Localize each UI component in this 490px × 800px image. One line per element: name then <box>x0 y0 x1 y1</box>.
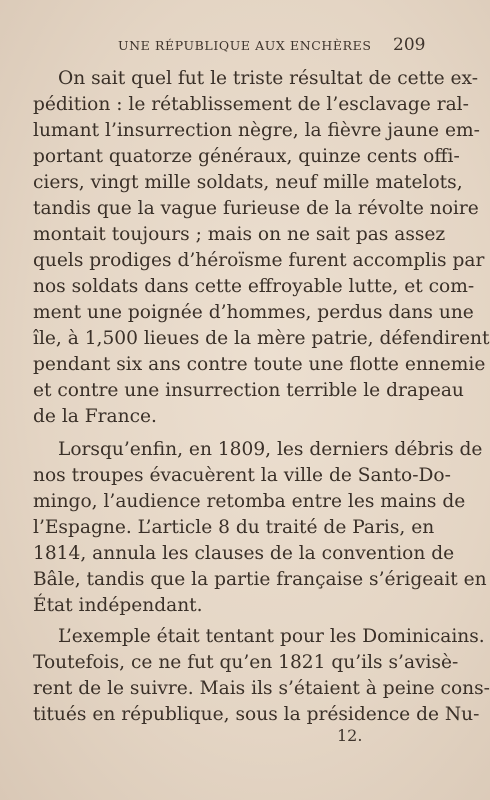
paragraph-2-line-6: Bâle, tandis que la partie française s’érigeait en <box>33 569 487 590</box>
paragraph-3-line-4: titués en république, sous la présidence de Nu- <box>33 704 480 725</box>
paragraph-1-line-3: lumant l’insurrection nègre, la fièvre jaune em- <box>33 120 480 141</box>
paragraph-2-line-2: nos troupes évacuèrent la ville de Santo-Do- <box>33 465 451 486</box>
paragraph-1-line-10: ment une poignée d’hommes, perdus dans une <box>33 302 474 323</box>
printer-signature-mark: 12. <box>337 726 363 745</box>
paragraph-2-line-4: l’Espagne. L’article 8 du traité de Paris, en <box>33 517 435 538</box>
paragraph-1-line-11: île, à 1,500 lieues de la mère patrie, défendirent <box>33 328 490 349</box>
paragraph-1-line-4: portant quatorze généraux, quinze cents offi- <box>33 146 460 167</box>
paragraph-1-line-12: pendant six ans contre toute une flotte ennemie <box>33 354 486 375</box>
paragraph-1-line-6: tandis que la vague furieuse de la révolte noire <box>33 198 479 219</box>
paragraph-2-line-5: 1814, annula les clauses de la convention de <box>33 543 455 564</box>
page-number: 209 <box>393 35 426 55</box>
paragraph-2-line-1: Lorsqu’enfin, en 1809, les derniers débris de <box>58 439 483 460</box>
paragraph-1-line-1: On sait quel fut le triste résultat de cette ex- <box>58 68 478 89</box>
paragraph-3-line-3: rent de le suivre. Mais ils s’étaient à peine cons- <box>33 678 490 699</box>
paragraph-1-line-2: pédition : le rétablissement de l’esclavage ral- <box>33 94 469 115</box>
paragraph-2-line-7: État indépendant. <box>33 595 203 616</box>
paragraph-1-line-14: de la France. <box>33 406 157 427</box>
paragraph-1-line-7: montait toujours ; mais on ne sait pas assez <box>33 224 446 245</box>
paragraph-1-line-9: nos soldats dans cette effroyable lutte, et com- <box>33 276 475 297</box>
paragraph-1-line-8: quels prodiges d’héroïsme furent accomplis par <box>33 250 485 271</box>
paragraph-2-line-3: mingo, l’audience retomba entre les mains de <box>33 491 466 512</box>
paragraph-1-line-13: et contre une insurrection terrible le drapeau <box>33 380 464 401</box>
paragraph-3-line-1: L’exemple était tentant pour les Dominicains. <box>58 626 485 647</box>
running-title: UNE RÉPUBLIQUE AUX ENCHÈRES <box>118 38 372 53</box>
paragraph-1-line-5: ciers, vingt mille soldats, neuf mille matelots, <box>33 172 463 193</box>
paragraph-3-line-2: Toutefois, ce ne fut qu’en 1821 qu’ils s’avisè- <box>33 652 459 673</box>
